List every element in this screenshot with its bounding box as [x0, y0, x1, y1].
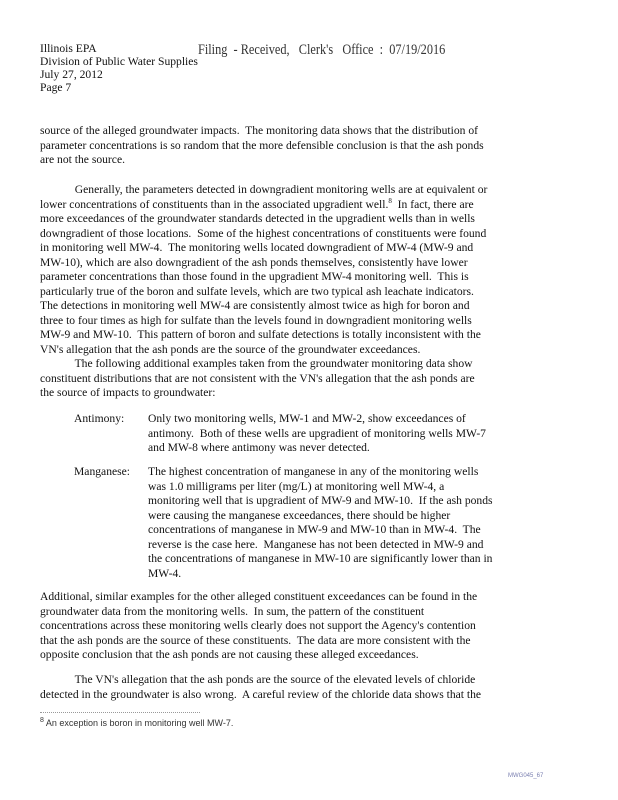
example-definition [148, 465, 493, 581]
text-line: monitoring well that is upgradient of MW-9 and MW-10. If the ash ponds [148, 494, 493, 507]
text-line: three to four times as high for sulfate than the levels found in downgradient monitoring wells [40, 313, 472, 327]
letter-header [40, 42, 198, 94]
text-line: VN's allegation that the ash ponds are the source of the groundwater exceedances. [40, 342, 421, 356]
text-line: constituent distributions that are not consistent with the VN's allegation that the ash ponds are [40, 371, 475, 385]
text-line: Generally, the parameters detected in downgradient monitoring wells are at equivalent or [40, 183, 488, 196]
paragraph [40, 357, 475, 401]
text-line: antimony. Both of these wells are upgradient of monitoring wells MW-7 [148, 426, 486, 440]
text-line: the concentrations of manganese in MW-10 are significantly lower than in [148, 552, 493, 565]
paragraph [40, 124, 484, 168]
text-line: MW-9 and MW-10. This pattern of boron and sulfate detections is totally inconsistent with the [40, 328, 481, 341]
text-line: that the ash ponds are the source of these constituents. The data are more consistent with the [40, 633, 471, 647]
text-line: downgradient of those locations. Some of the highest concentrations of constituents were found [40, 226, 487, 240]
text-line: The following additional examples taken from the groundwater monitoring data show [40, 357, 473, 370]
footnote-ref: 8 [388, 196, 392, 205]
filing-stamp: Filing - Received, Clerk's Office : 07/19/2016 [198, 42, 446, 58]
text-line: The VN's allegation that the ash ponds are the source of the elevated levels of chloride [40, 673, 476, 686]
text-line: more exceedances of the groundwater standards detected in the upgradient wells than in wells [40, 212, 475, 225]
text-line: Additional, similar examples for the other alleged constituent exceedances can be found in the [40, 590, 478, 603]
example-definition [148, 412, 486, 456]
text-line: the source of impacts to groundwater: [40, 386, 216, 399]
paragraph [40, 590, 477, 663]
paragraph [40, 183, 487, 357]
text-line: The highest concentration of manganese in any of the monitoring wells [148, 465, 479, 478]
text-line: particularly true of the boron and sulfate levels, which are two typical ash leachate indicators. [40, 284, 474, 298]
text-line: are not the source. [40, 153, 125, 166]
text-line: lower concentrations of constituents than in the associated upgradient well.$^8$ In fact, there are [40, 196, 474, 211]
header-line: July 27, 2012 [40, 68, 103, 81]
text-line: concentrations across these monitoring wells clearly does not support the Agency's contention [40, 619, 476, 632]
text-line: concentrations of manganese in MW-9 and MW-10 than in MW-4. The [148, 523, 481, 536]
example-term: Manganese: [74, 465, 131, 478]
paragraph [40, 673, 481, 702]
text-line: source of the alleged groundwater impacts. The monitoring data shows that the distribution of [40, 124, 478, 137]
bates-number: MWG045_67 [508, 773, 544, 779]
text-line: groundwater data from the monitoring wells. In sum, the pattern of the constituent [40, 604, 425, 618]
header-line: Page 7 [40, 81, 72, 94]
text-line: were causing the manganese exceedances, there should be higher [148, 508, 451, 522]
text-run: In fact, there are [391, 197, 474, 211]
text-line: in monitoring well MW-4. The monitoring wells located downgradient of MW-4 (MW-9 and [40, 241, 474, 254]
text-line: parameter concentrations than those found in the upgradient MW-4 monitoring well. This is [40, 270, 469, 283]
text-line: MW-10), which are also downgradient of the ash ponds themselves, consistently have lower [40, 255, 468, 269]
footnote [40, 718, 233, 728]
text-line: was 1.0 milligrams per liter (mg/L) at monitoring well MW-4, a [148, 479, 445, 493]
footnote-divider [40, 712, 200, 713]
footnote-number: 8 [40, 717, 44, 724]
text-line: and MW-8 where antimony was never detected. [148, 441, 370, 454]
text-line: parameter concentrations is so random that the more defensible conclusion is that the ash ponds [40, 138, 484, 152]
text-line: opposite conclusion that the ash ponds are not causing these alleged exceedances. [40, 648, 419, 661]
footnote-text: An exception is boron in monitoring well MW-7. [45, 718, 234, 728]
example-term: Antimony: [74, 412, 125, 425]
header-line: Illinois EPA [40, 42, 97, 55]
text-line: detected in the groundwater is also wrong. A careful review of the chloride data shows that the [40, 687, 482, 701]
text-line: reverse is the case here. Manganese has not been detected in MW-9 and [148, 537, 484, 551]
header-line: Division of Public Water Supplies [40, 55, 198, 68]
text-line: The detections in monitoring well MW-4 are consistently almost twice as high for boron and [40, 299, 470, 312]
text-line: MW-4. [148, 566, 182, 580]
text-line: Only two monitoring wells, MW-1 and MW-2, show exceedances of [148, 412, 466, 425]
